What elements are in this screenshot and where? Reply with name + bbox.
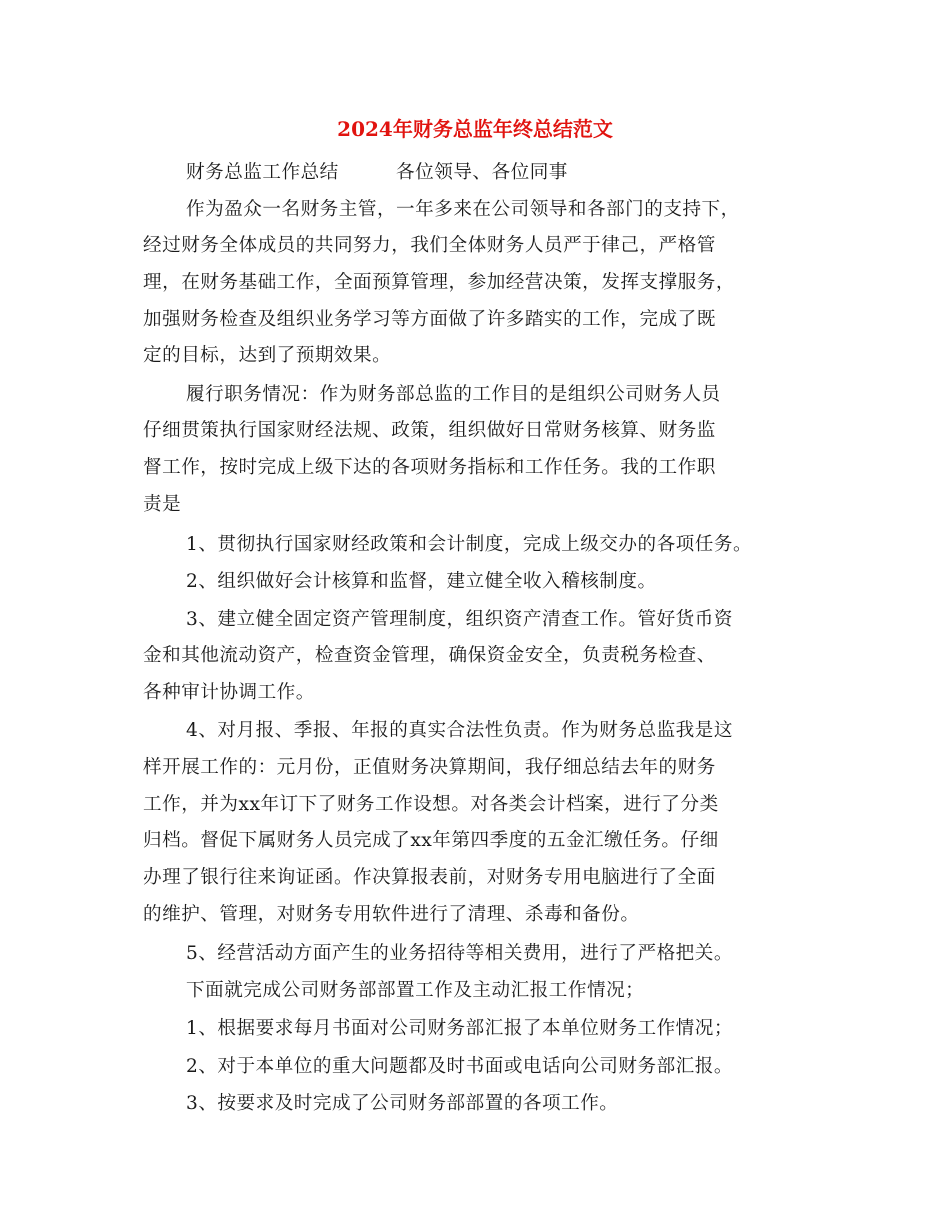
text-line: 归档。督促下属财务人员完成了xx年第四季度的五金汇缴任务。仔细: [143, 830, 719, 851]
text-line: 履行职务情况：作为财务部总监的工作目的是组织公司财务人员: [186, 384, 721, 405]
text-line: 下面就完成公司财务部部置工作及主动汇报工作情况；: [186, 980, 645, 1001]
text-line: 1、贯彻执行国家财经政策和会计制度，完成上级交办的各项任务。: [186, 534, 753, 555]
text-line: 4、对月报、季报、年报的真实合法性负责。作为财务总监我是这: [186, 720, 733, 741]
text-line: 样开展工作的：元月份，正值财务决算期间，我仔细总结去年的财务: [143, 757, 716, 778]
text-line: 财务总监工作总结 各位领导、各位同事: [186, 162, 568, 183]
text-line: 督工作，按时完成上级下达的各项财务指标和工作任务。我的工作职: [143, 457, 716, 478]
text-line: 5、经营活动方面产生的业务招待等相关费用，进行了严格把关。: [186, 943, 733, 964]
text-line: 3、建立健全固定资产管理制度，组织资产清查工作。管好货币资: [186, 609, 733, 630]
text-line: 各种审计协调工作。: [143, 682, 315, 703]
text-line: 作为盈众一名财务主管，一年多来在公司领导和各部门的支持下，: [186, 199, 740, 220]
text-line: 的维护、管理，对财务专用软件进行了清理、杀毒和备份。: [143, 904, 640, 925]
text-line: 加强财务检查及组织业务学习等方面做了许多踏实的工作，完成了既: [143, 309, 716, 330]
text-line: 2、对于本单位的重大问题都及时书面或电话向公司财务部汇报。: [186, 1056, 733, 1077]
document-title: 2024年财务总监年终总结范文: [337, 117, 613, 141]
text-line: 金和其他流动资产，检查资金管理，确保资金安全，负责税务检查、: [143, 645, 716, 666]
text-line: 经过财务全体成员的共同努力，我们全体财务人员严于律己，严格管: [143, 235, 716, 256]
text-line: 3、按要求及时完成了公司财务部部置的各项工作。: [186, 1093, 619, 1114]
text-line: 定的目标，达到了预期效果。: [143, 345, 392, 366]
text-line: 仔细贯策执行国家财经法规、政策，组织做好日常财务核算、财务监: [143, 420, 716, 441]
text-line: 1、根据要求每月书面对公司财务部汇报了本单位财务工作情况；: [186, 1018, 733, 1039]
text-line: 办理了银行往来询证函。作决算报表前，对财务专用电脑进行了全面: [143, 867, 716, 888]
text-line: 2、组织做好会计核算和监督，建立健全收入稽核制度。: [186, 571, 657, 592]
text-line: 工作，并为xx年订下了财务工作设想。对各类会计档案，进行了分类: [143, 794, 719, 815]
text-line: 理，在财务基础工作，全面预算管理，参加经营决策，发挥支撑服务，: [143, 272, 735, 293]
text-line: 责是: [143, 494, 182, 515]
